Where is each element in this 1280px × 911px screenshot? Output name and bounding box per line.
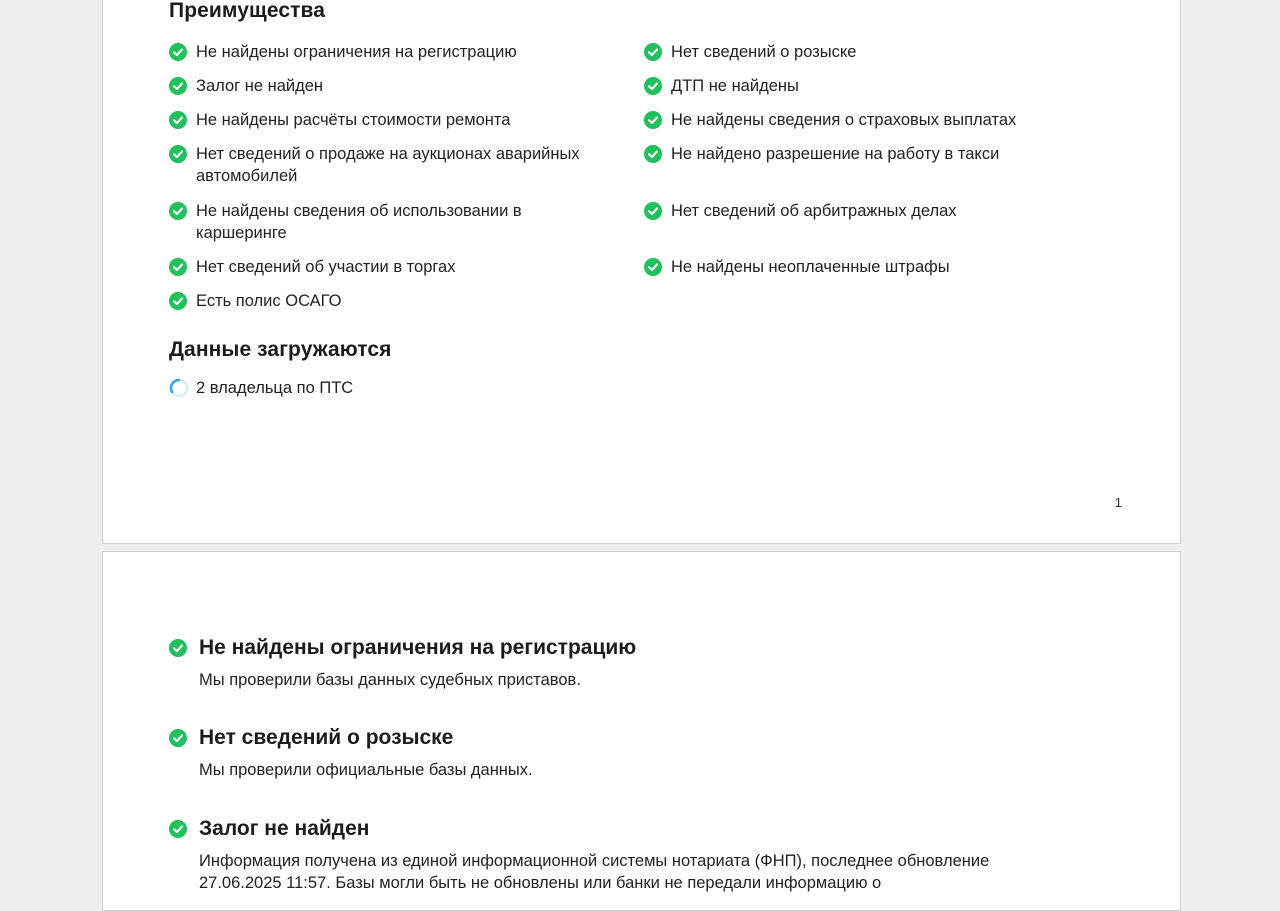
advantage-text: Нет сведений об участии в торгах <box>196 258 456 276</box>
advantage-text: Не найдены сведения о страховых выплатах <box>671 111 1017 129</box>
advantage-text: Нет сведений о продаже на аукционах аварийных автомобилей <box>196 145 580 185</box>
detail-heading <box>169 726 1069 750</box>
advantage-text: Не найдены сведения об использовании в каршеринге <box>196 202 522 242</box>
check-circle-icon <box>169 43 187 61</box>
advantage-item <box>644 75 1089 109</box>
check-circle-icon <box>169 292 187 310</box>
report-page-2 <box>102 551 1181 911</box>
advantage-text: Не найдены ограничения на регистрацию <box>196 43 517 61</box>
detail-text: Информация получена из единой информационной системы нотариата (ФНП), последнее обновление 27.06.2025 11:57. Базы могли быть не обновлены или банки не передали информацию о <box>199 852 990 892</box>
check-circle-icon <box>644 202 662 220</box>
loading-title: Данные загружаются <box>169 338 392 361</box>
check-circle-icon <box>169 820 187 838</box>
detail-title: Нет сведений о розыске <box>199 726 454 749</box>
check-circle-icon <box>169 729 187 747</box>
loading-spinner-icon <box>169 378 189 398</box>
check-circle-icon <box>169 77 187 95</box>
detail-heading <box>169 817 1069 841</box>
detail-text: Мы проверили официальные базы данных. <box>199 761 533 779</box>
check-circle-icon <box>644 77 662 95</box>
detail-text: Мы проверили базы данных судебных приставов. <box>199 671 581 689</box>
check-circle-icon <box>644 43 662 61</box>
detail-title: Залог не найден <box>199 817 370 840</box>
advantage-item <box>169 143 644 200</box>
detail-section <box>169 726 1069 781</box>
loading-item <box>169 378 353 398</box>
check-circle-icon <box>169 111 187 129</box>
advantage-text: Не найдены неоплаченные штрафы <box>671 258 950 276</box>
advantages-list <box>169 41 1089 324</box>
check-circle-icon <box>644 145 662 163</box>
check-circle-icon <box>169 258 187 276</box>
advantage-item <box>644 256 1089 290</box>
check-circle-icon <box>169 639 187 657</box>
advantage-item <box>169 256 644 290</box>
advantage-text: ДТП не найдены <box>671 77 799 95</box>
detail-section <box>169 636 1069 691</box>
advantage-text: Нет сведений об арбитражных делах <box>671 202 957 220</box>
advantage-item <box>169 41 644 75</box>
detail-title: Не найдены ограничения на регистрацию <box>199 636 637 659</box>
advantage-item <box>644 41 1089 75</box>
advantage-item <box>169 200 644 256</box>
advantage-item <box>169 75 644 109</box>
page-number: 1 <box>1114 495 1122 510</box>
advantage-text: Не найдены расчёты стоимости ремонта <box>196 111 511 129</box>
check-circle-icon <box>644 111 662 129</box>
advantages-title: Преимущества <box>169 0 326 22</box>
advantage-item <box>644 143 1089 200</box>
advantage-item <box>644 200 1089 256</box>
advantage-item <box>169 109 644 143</box>
report-page-1 <box>102 0 1181 544</box>
advantage-item <box>644 109 1089 143</box>
loading-item-text: 2 владельца по ПТС <box>196 378 354 397</box>
detail-section <box>169 817 1069 894</box>
detail-heading <box>169 636 1069 660</box>
advantage-text: Залог не найден <box>196 77 324 95</box>
advantage-text: Нет сведений о розыске <box>671 43 857 61</box>
advantage-item <box>169 290 644 324</box>
check-circle-icon <box>169 202 187 220</box>
check-circle-icon <box>169 145 187 163</box>
check-circle-icon <box>644 258 662 276</box>
advantage-text: Есть полис ОСАГО <box>196 292 342 310</box>
advantage-text: Не найдено разрешение на работу в такси <box>671 145 1000 163</box>
